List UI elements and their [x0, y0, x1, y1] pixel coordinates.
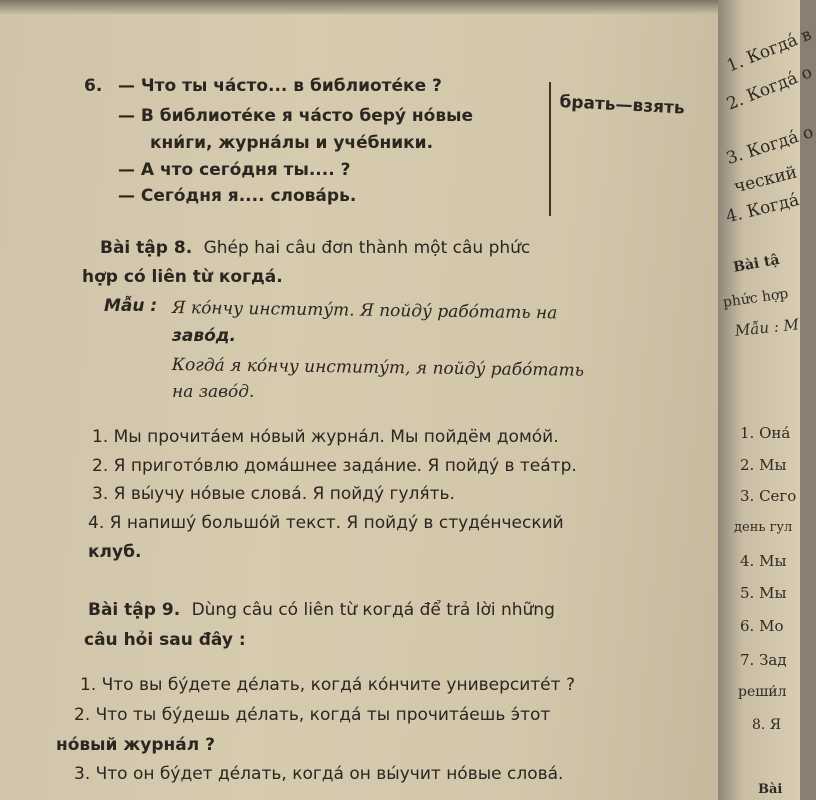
ex6-line-5: — Сего́дня я.... слова́рь.: [118, 186, 357, 206]
ex8-sample-line-4: на заво́д.: [172, 382, 255, 402]
rp-line-3: 3. Когда́ о: [724, 122, 816, 170]
ex6-divider: [549, 82, 551, 216]
ex8-item-4: 4. Я напишу́ большо́й текст. Я пойду́ в студе́нческий: [88, 513, 564, 533]
rp-line-16: 7. Зад: [740, 651, 787, 669]
ex8-item-4-cont: клуб.: [88, 542, 142, 562]
rp-line-6: Bài tậ: [732, 251, 781, 276]
ex8-header: [100, 238, 530, 258]
rp-line-8: Mẫu : М: [734, 315, 800, 340]
ex8-sample-line-3: Когда́ я ко́нчу институ́т, я пойду́ рабо́тать: [171, 355, 585, 381]
rp-line-13: 4. Мы: [740, 552, 787, 570]
rp-line-1: 1. Когда́ в: [724, 24, 815, 77]
ex9-instruction-2: câu hỏi sau đây :: [84, 630, 246, 650]
ex9-instruction-1: Dùng câu có liên từ когда́ để trả lời những: [191, 600, 555, 620]
ex6-line-3: кни́ги, журна́лы и уче́бники.: [150, 133, 434, 153]
ex8-sample-label: Mẫu :: [104, 296, 158, 316]
book-page-right: [718, 0, 816, 800]
rp-line-7: phức hợp: [722, 285, 790, 311]
ex8-sample-line-2: заво́д.: [172, 326, 236, 346]
ex6-line-2: — В библиоте́ке я ча́сто беру́ но́вые: [118, 106, 474, 126]
rp-line-4: ческий: [732, 162, 800, 198]
ex8-title: Bài tập 8.: [100, 238, 193, 258]
ex6-hint: брать—взять: [558, 92, 686, 119]
ex8-sample-line-1: Я ко́нчу институ́т. Я пойду́ рабо́тать на: [171, 298, 558, 324]
ex8-item-2: 2. Я пригото́влю дома́шнее зада́ние. Я пойду́ в теа́тр.: [92, 456, 577, 476]
page-top-shadow: [0, 0, 718, 14]
rp-line-14: 5. Мы: [740, 584, 787, 602]
ex6-number: 6.: [84, 76, 103, 96]
rp-line-5: 4. Когда́: [724, 189, 802, 228]
ex8-instruction-2: hợp có liên từ когда́.: [82, 267, 283, 287]
rp-line-19: Bài: [758, 782, 783, 797]
rp-line-17: реши́л: [738, 684, 787, 700]
ex9-item-1: 1. Что вы бу́дете де́лать, когда́ ко́нчите университе́т ?: [80, 675, 575, 695]
rp-line-11: 3. Сего: [740, 487, 797, 505]
ex9-item-3: 3. Что он бу́дет де́лать, когда́ он вы́учит но́вые слова́.: [74, 764, 564, 784]
ex8-item-1: 1. Мы прочита́ем но́вый журна́л. Мы пойдём домо́й.: [92, 427, 559, 447]
ex9-title: Bài tập 9.: [88, 600, 181, 620]
rp-line-2: 2. Когда́ о: [724, 62, 816, 115]
rp-line-18: 8. Я: [752, 717, 782, 733]
ex8-item-3: 3. Я вы́учу но́вые слова́. Я пойду́ гуля́ть.: [92, 484, 455, 504]
ex8-instruction-1: Ghép hai câu đơn thành một câu phức: [203, 238, 531, 258]
ex9-item-2-cont: но́вый журна́л ?: [56, 735, 216, 755]
rp-line-12: день гул: [734, 520, 793, 535]
ex9-item-2: 2. Что ты бу́дешь де́лать, когда́ ты прочита́ешь э́тот: [74, 705, 551, 725]
rp-line-10: 2. Мы: [740, 456, 787, 474]
rp-line-9: 1. Она́: [740, 424, 791, 442]
ex9-header: [88, 600, 555, 620]
ex6-line-4: — А что сего́дня ты.... ?: [118, 160, 351, 180]
ex6-line-1: — Что ты ча́сто... в библиоте́ке ?: [118, 76, 442, 96]
rp-line-15: 6. Мо: [740, 617, 784, 635]
